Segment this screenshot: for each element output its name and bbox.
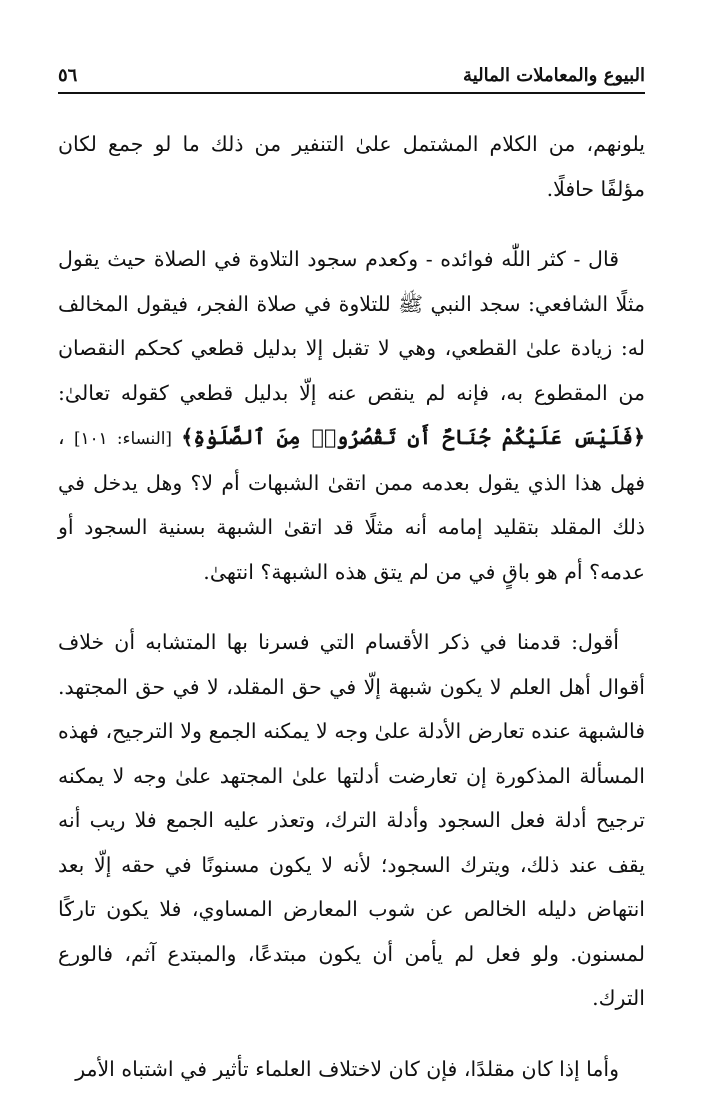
paragraph-3: أقول: قدمنا في ذكر الأقسام التي فسرنا بها المتشابه أن خلاف أقوال أهل العلم لا يكون شبهة إلّا في حق المقلد، لا في حق المجتهد. فالشبهة عنده تعارض الأدلة علىٰ وجه لا يمكنه الجمع ولا الترجيح، فهذه المسألة المذكورة إن تعارضت أدلتها علىٰ المجتهد علىٰ وجه لا يمكنه ترجيح أدلة فعل السجود وأدلة الترك، وتعذر عليه الجمع فلا ريب أنه يقف عند ذلك، ويترك السجود؛ لأنه لا يكون مسنونًا في حقه إلّا بعد انتهاض دليله الخالص عن شوب المعارض المساوي، فلا يكون تاركًا لمسنون. ولو فعل لم يأمن أن يكون مبتدعًا، والمبتدع آثم، فالورع الترك.	[58, 630, 645, 1010]
page-number: ٥٦	[58, 64, 78, 86]
page-body	[58, 122, 645, 1117]
verse-reference: [النساء: ١٠١]	[64, 428, 182, 448]
running-header	[58, 58, 645, 94]
paragraph-2	[58, 237, 645, 594]
header-title: البيوع والمعاملات المالية	[463, 64, 645, 86]
paragraph-2-text-b: ، فهل هذا الذي يقول بعدمه ممن اتقىٰ الشبهات أم لا؟ وهل يدخل في ذلك المقلد بتقليد إمامه أنه مثلًا قد اتقىٰ الشبهة بسنية السجود أو عدمه؟ أم هو باقٍ في من لم يتق هذه الشبهة؟ انتهىٰ.	[58, 425, 645, 584]
paragraph-2-text-a: قال - كثر اللّٰه فوائده - وكعدم سجود التلاوة في الصلاة حيث يقول مثلًا الشافعي: سجد النبي ﷺ للتلاوة في صلاة الفجر، فيقول المخالف له: زيادة علىٰ القطعي، وهي لا تقبل إلا بدليل قطعي كحكم النقصان من المقطوع به، فإنه لم ينقص عنه إلّا بدليل قطعي كقوله تعالىٰ:	[58, 247, 645, 405]
paragraph-1: يلونهم، من الكلام المشتمل علىٰ التنفير من ذلك ما لو جمع لكان مؤلفًا حافلًا.	[58, 132, 645, 201]
paragraph-4: وأما إذا كان مقلدًا، فإن كان لاختلاف العلماء تأثير في اشتباه الأمر	[75, 1056, 619, 1081]
quran-verse: ﴿فَلَيْسَ عَلَيْكُمْ جُنَاحٌ أَن تَقْصُرُوا۟ مِنَ ٱلصَّلَوٰةِ﴾	[181, 425, 645, 449]
